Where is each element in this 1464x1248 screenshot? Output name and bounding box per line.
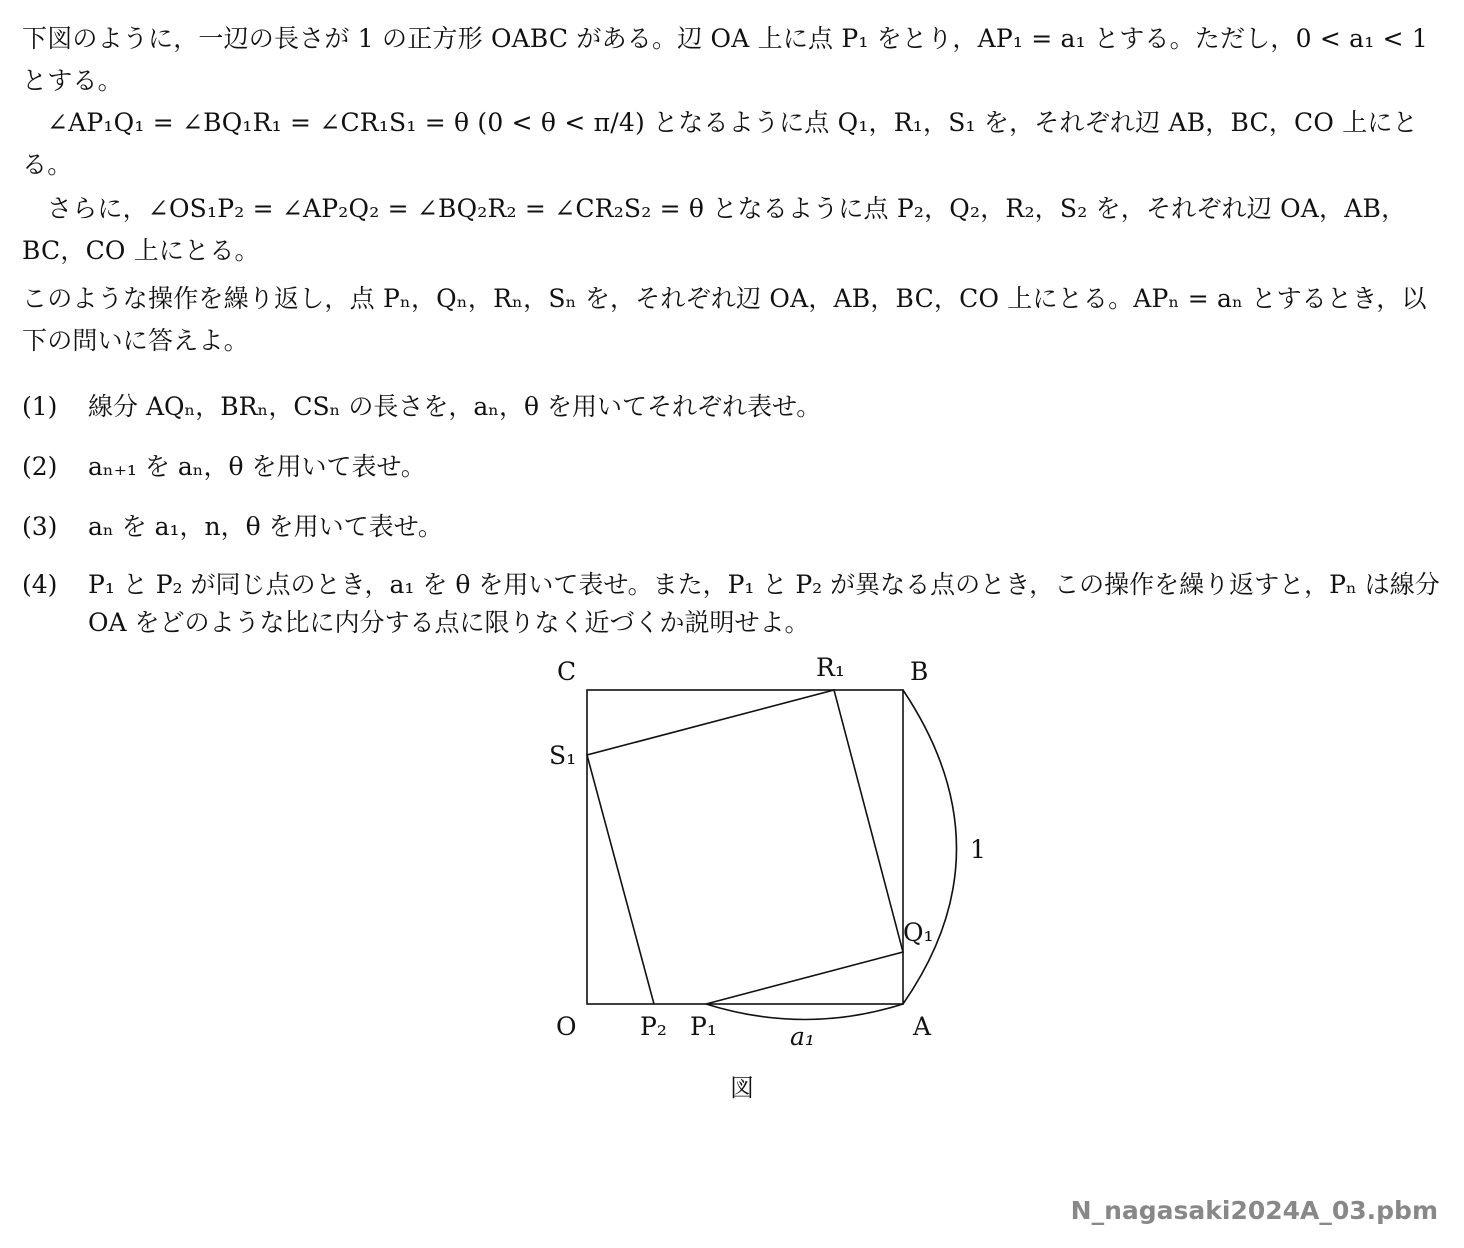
- question-text: 線分 AQₙ，BRₙ，CSₙ の長さを，aₙ，θ を用いてそれぞれ表せ。: [88, 392, 822, 421]
- problem-step2: さらに，∠OS₁P₂ = ∠AP₂Q₂ = ∠BQ₂R₂ = ∠CR₂S₂ = θ となるように点 P₂，Q₂，R₂，S₂ を，それぞれ辺 OA，AB，BC，CO 上にとる。: [22, 194, 1407, 265]
- label-B: B: [910, 657, 929, 686]
- label-O: O: [556, 1012, 577, 1041]
- question-text: aₙ を a₁，n，θ を用いて表せ。: [88, 512, 443, 541]
- side-length-arc: [903, 690, 957, 1004]
- a1-arc: [706, 1004, 903, 1020]
- label-C: C: [557, 657, 577, 686]
- question-text: P₁ と P₂ が同じ点のとき，a₁ を θ を用いて表せ。また，P₁ と P₂ が異なる点のとき，この操作を繰り返すと，Pₙ は線分 OA をどのような比に内分する点に限りなく近づくか説明せよ。: [88, 570, 1440, 637]
- question-number: (1): [22, 392, 58, 421]
- question-number: (3): [22, 512, 58, 541]
- label-A: A: [913, 1012, 932, 1041]
- inner-polygon: [587, 690, 903, 1004]
- problem-intro: 下図のように，一辺の長さが 1 の正方形 OABC がある。辺 OA 上に点 P₁ をとり，AP₁ = a₁ とする。ただし，0 < a₁ < 1 とする。: [22, 24, 1429, 95]
- figure-caption: 図: [730, 1074, 754, 1102]
- question-number: (2): [22, 452, 58, 481]
- source-filename: N_nagasaki2024A_03.pbm: [1070, 1196, 1438, 1225]
- label-Q1: Q₁: [903, 918, 934, 947]
- label-P2: P₂: [640, 1012, 667, 1041]
- label-one: 1: [970, 835, 986, 864]
- label-R1: R₁: [816, 653, 845, 682]
- problem-step1: ∠AP₁Q₁ = ∠BQ₁R₁ = ∠CR₁S₁ = θ (0 < θ < π/4) となるように点 Q₁，R₁，S₁ を，それぞれ辺 AB，BC，CO 上にとる。: [22, 108, 1418, 179]
- label-S1: S₁: [549, 741, 577, 770]
- problem-step3: このような操作を繰り返し，点 Pₙ，Qₙ，Rₙ，Sₙ を，それぞれ辺 OA，AB，BC，CO 上にとる。APₙ = aₙ とするとき，以下の問いに答えよ。: [22, 284, 1427, 355]
- square-OABC: [587, 690, 903, 1004]
- label-P1: P₁: [690, 1012, 717, 1041]
- question-number: (4): [22, 570, 58, 599]
- question-text: aₙ₊₁ を aₙ，θ を用いて表せ。: [88, 452, 426, 481]
- label-a1: a₁: [790, 1022, 815, 1051]
